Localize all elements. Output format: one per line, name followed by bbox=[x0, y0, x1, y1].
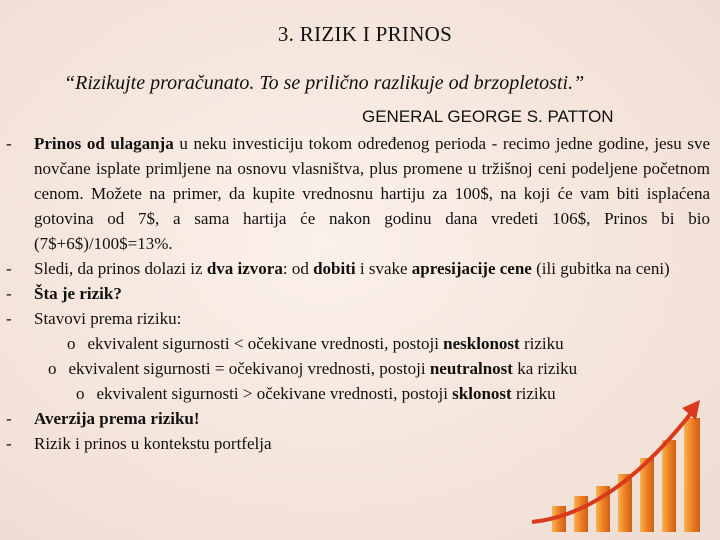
bullet-return-definition bbox=[0, 131, 720, 256]
sub-bullet-risk-neutrality bbox=[0, 356, 720, 381]
bullet-dash: - bbox=[6, 259, 12, 278]
sub-bullet-marker: o bbox=[67, 334, 76, 353]
bold-term: nesklonost bbox=[443, 334, 520, 353]
sub-bullet-risk-aversion bbox=[0, 331, 720, 356]
bullet-text: Sledi, da prinos dolazi iz bbox=[34, 259, 207, 278]
sub-bullet-risk-seeking bbox=[0, 381, 720, 406]
bullet-text: Stavovi prema riziku: bbox=[34, 309, 182, 328]
bold-term: sklonost bbox=[452, 384, 512, 403]
bullet-return-sources bbox=[0, 256, 720, 281]
bullet-dash: - bbox=[6, 134, 12, 153]
bullet-text: : od bbox=[282, 259, 314, 278]
bold-term: Prinos od ulaganja bbox=[34, 134, 174, 153]
sub-bullet-text: ekvivalent sigurnosti < očekivane vrednosti, postoji bbox=[87, 334, 444, 353]
bold-term: Šta je rizik? bbox=[34, 284, 122, 303]
sub-bullet-text: riziku bbox=[519, 334, 564, 353]
sub-bullet-marker: o bbox=[48, 359, 57, 378]
sub-bullet-text: riziku bbox=[511, 384, 556, 403]
bullet-dash: - bbox=[6, 284, 12, 303]
sub-bullet-text: ekvivalent sigurnosti > očekivane vrednosti, postoji bbox=[96, 384, 453, 403]
bullet-dash: - bbox=[6, 409, 12, 428]
sub-bullet-marker: o bbox=[76, 384, 85, 403]
slide-content bbox=[0, 131, 720, 456]
bullet-risk-attitudes bbox=[0, 306, 720, 331]
bold-term: Averzija prema riziku! bbox=[34, 409, 200, 428]
bullet-text: Rizik i prinos u kontekstu portfelja bbox=[34, 434, 272, 453]
slide-title: 3. RIZIK I PRINOS bbox=[277, 22, 453, 46]
bullet-text: u neku investiciju tokom određenog perioda - recimo jedne godine, jesu sve novčane isplate primljene na osnovu vlasništva, plus promene u tržišnoj ceni podeljene početnom cenom. Možete na primer, da kupite vrednosnu hartiju za 100$, na koji će vam biti isplaćena gotovina od 7$, a sama hartija će nakon godinu dana vredeti 106$, Prinos bi bio (7$+6$)/100$=13%. bbox=[34, 134, 710, 253]
quote-author: GENERAL GEORGE S. PATTON bbox=[362, 107, 614, 126]
bullet-dash: - bbox=[6, 309, 12, 328]
bold-term: dobiti bbox=[313, 259, 356, 278]
bullet-portfolio-context bbox=[0, 431, 720, 456]
bullet-text: i svake bbox=[355, 259, 412, 278]
sub-bullet-text: ekvivalent sigurnosti = očekivanoj vrednosti, postoji bbox=[68, 359, 430, 378]
bullet-text: (ili gubitka na ceni) bbox=[531, 259, 670, 278]
bold-term: apresijacije cene bbox=[411, 259, 532, 278]
bold-term: dva izvora bbox=[206, 259, 283, 278]
bullet-what-is-risk bbox=[0, 281, 720, 306]
bold-term: neutralnost bbox=[429, 359, 513, 378]
bullet-risk-aversion bbox=[0, 406, 720, 431]
bullet-dash: - bbox=[6, 434, 12, 453]
quote-text: “Rizikujte proračunato. To se prilično razlikuje od brzopletosti.” bbox=[64, 72, 585, 94]
sub-bullet-text: ka riziku bbox=[512, 359, 578, 378]
